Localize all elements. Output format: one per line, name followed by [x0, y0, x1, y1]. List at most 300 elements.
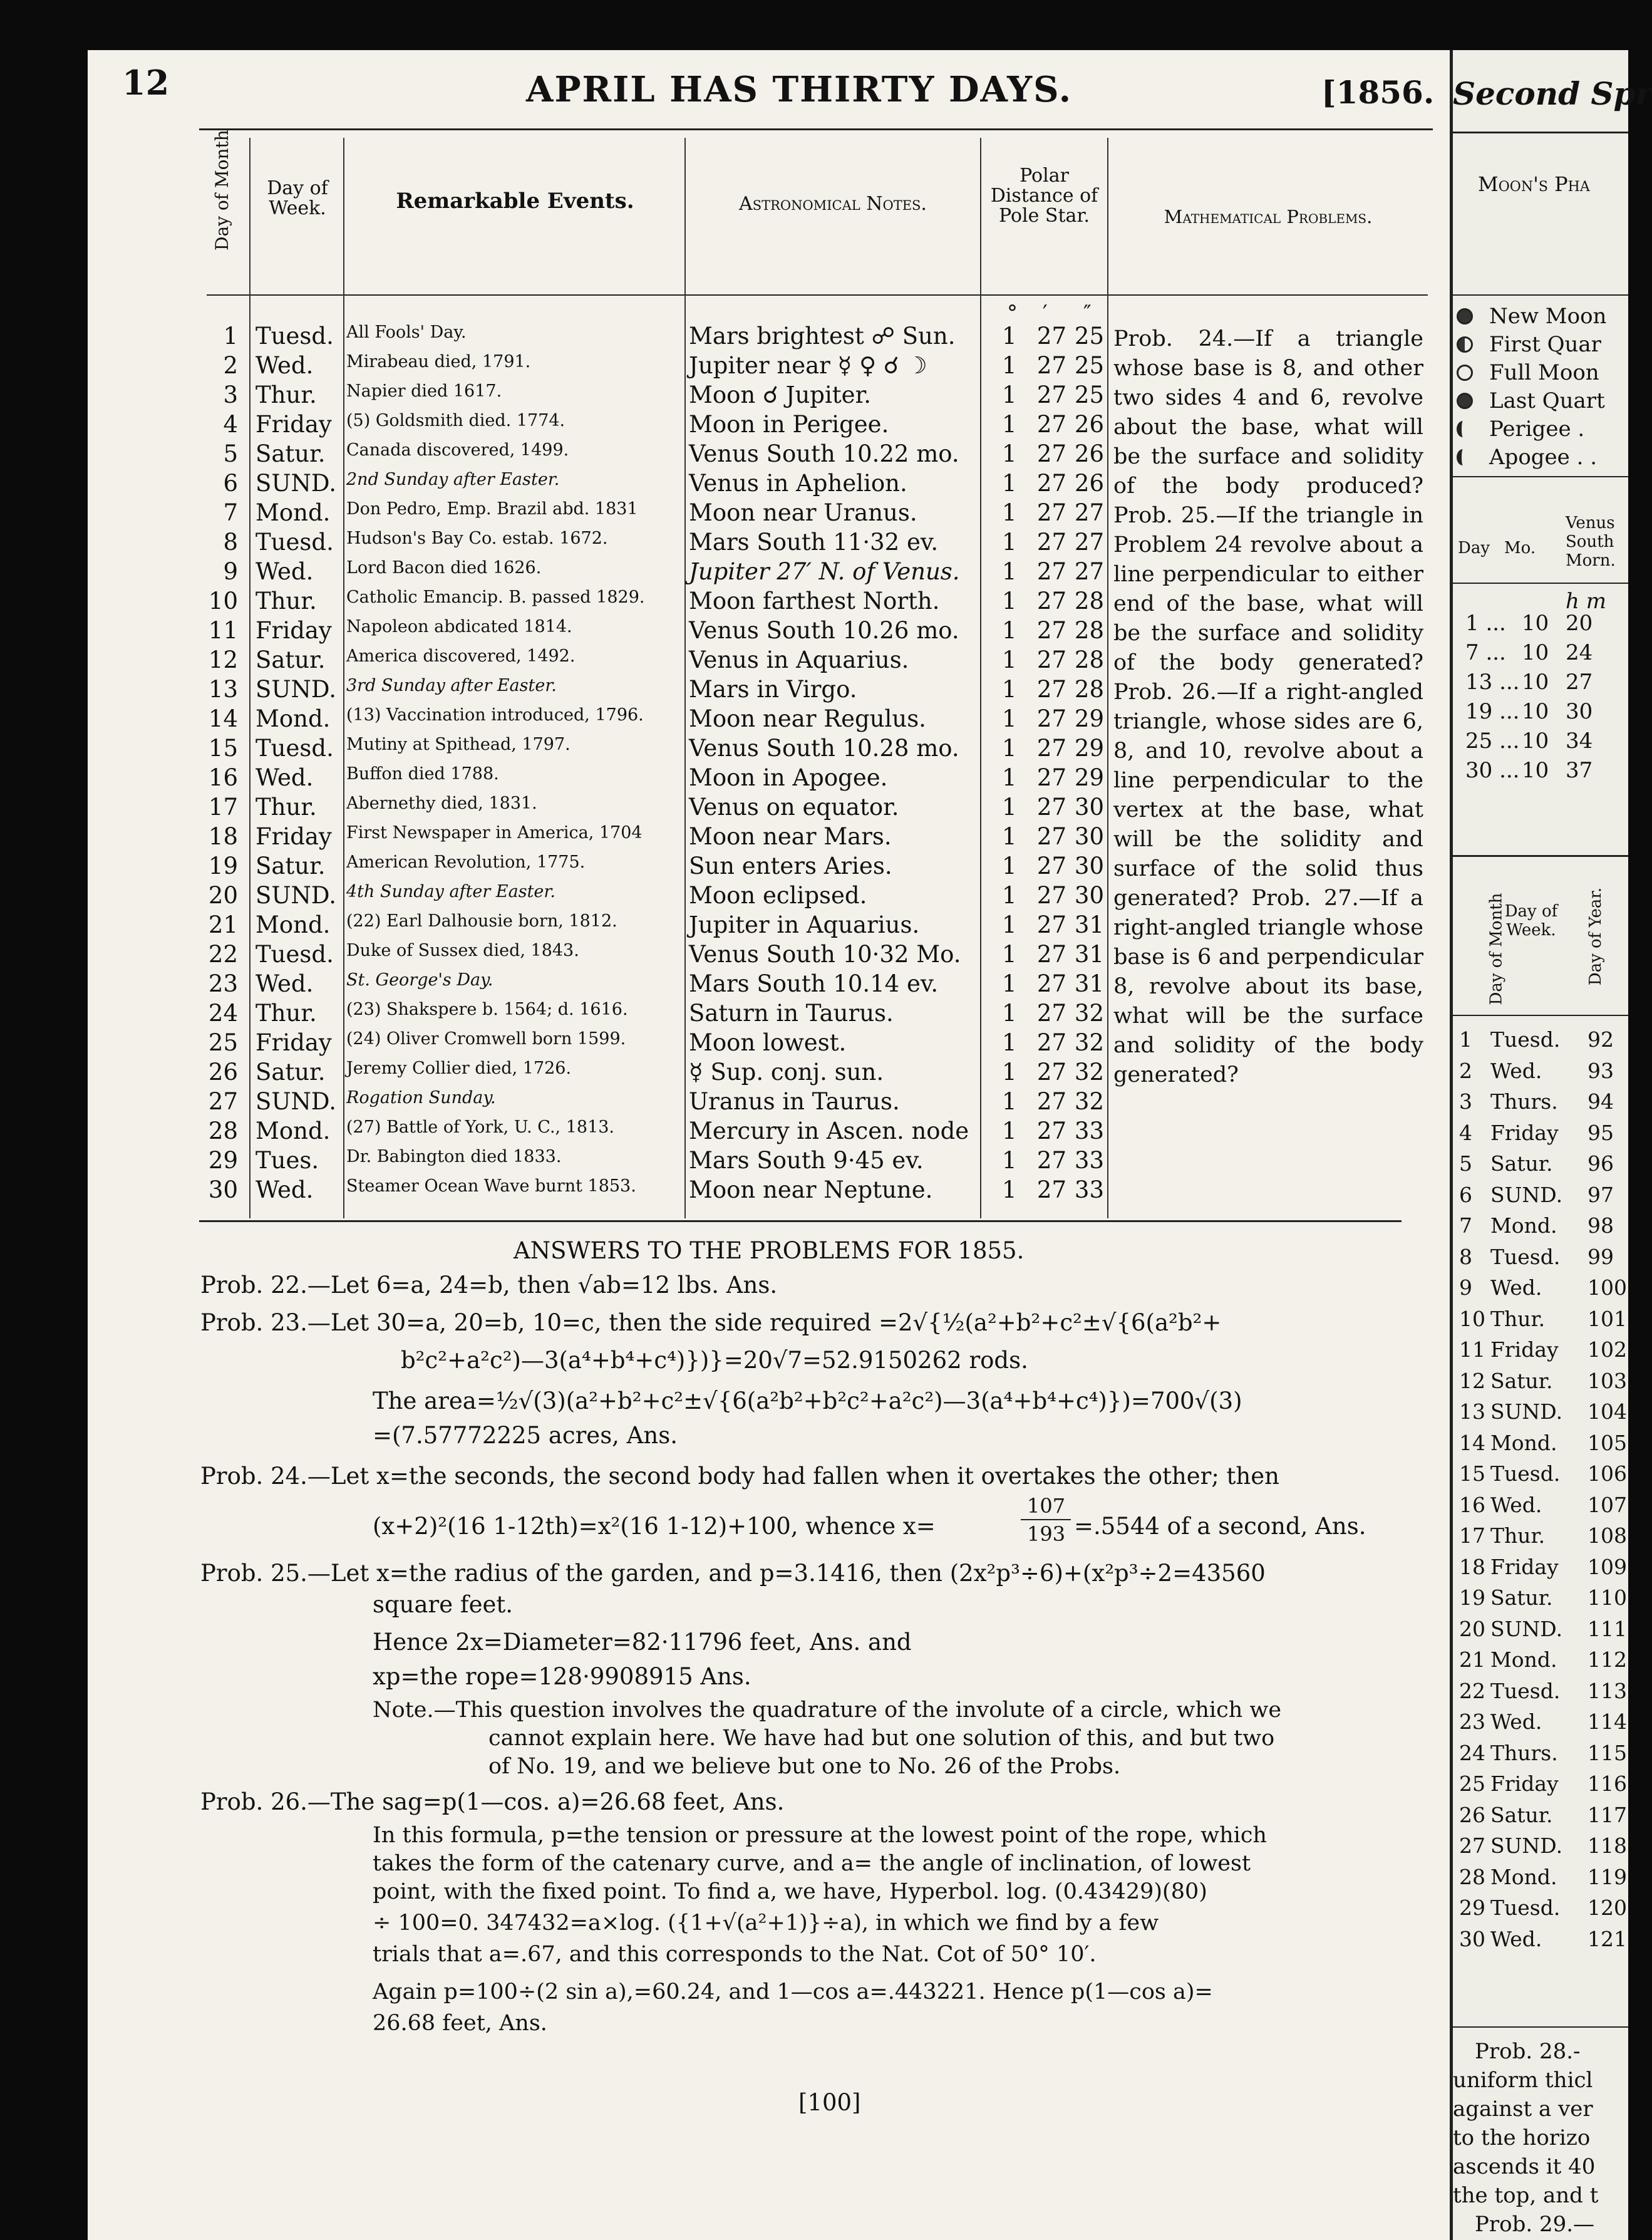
cell-polar-minutes: 27 — [1036, 1059, 1066, 1086]
right-cell-day-of-year: 114 — [1587, 1709, 1627, 1734]
table-row — [0, 323, 1127, 352]
cell-event: Napoleon abdicated 1814. — [346, 617, 572, 636]
cell-day-of-month: 12 — [208, 646, 238, 673]
venus-cell-minute: 30 — [1566, 699, 1593, 724]
cell-polar-minutes: 27 — [1036, 1000, 1066, 1027]
cell-day-of-week: Mond. — [256, 911, 331, 938]
right-rule — [1453, 1015, 1628, 1016]
cell-astronomical-note: Moon lowest. — [689, 1029, 847, 1056]
cell-astronomical-note: Moon near Uranus. — [689, 499, 917, 526]
cell-polar-seconds: 32 — [1074, 1088, 1104, 1115]
mathematical-problems-text: Prob. 24.—If a triangle whose base is 8, and other two sides 4 and 6, revolve about the base, what will be the surface and solidity of the body produced? Prob. 25.—If the triangle in Problem 24 revolve about a line perpendicular to either end of the base, what will be the surface and solidity of the body generated? Prob. 26.—If a right-angled triangle, whose sides are 6, 8, and 10, revolve about a line perpendicular to the vertex at the base, what will be the solidity and surface of the solid thus generated? Prob. 27.—If a right-angled triangle whose base is 6 and perpendicular 8, revolve about its base, what will be the surface and solidity of the body generated? — [1113, 326, 1423, 1087]
cell-day-of-week: SUND. — [256, 470, 337, 497]
right-cell-day-of-month: 22 — [1459, 1678, 1485, 1703]
right-rule — [1453, 476, 1628, 477]
cell-day-of-month: 29 — [208, 1147, 238, 1174]
cell-day-of-month: 30 — [208, 1176, 238, 1203]
cell-day-of-week: Satur. — [256, 1059, 326, 1086]
table-header-rule — [207, 294, 1428, 296]
right-cell-day-of-week: Tuesd. — [1490, 1461, 1561, 1486]
venus-cell-hour: 10 — [1522, 640, 1549, 665]
cell-astronomical-note: Moon in Perigee. — [689, 411, 889, 438]
cell-day-of-week: Thur. — [256, 588, 317, 614]
cell-day-of-week: Tuesd. — [256, 735, 334, 762]
cell-day-of-week: SUND. — [256, 676, 337, 703]
cell-polar-minutes: 27 — [1036, 323, 1066, 350]
cell-astronomical-note: Moon near Regulus. — [689, 705, 926, 732]
cell-polar-minutes: 27 — [1036, 1147, 1066, 1174]
answer-note: of No. 19, and we believe but one to No. 26 of the Probs. — [488, 1754, 1121, 1779]
right-page-title: Second Spr — [1453, 75, 1652, 112]
crescent-icon — [1457, 449, 1469, 465]
cell-astronomical-note: Venus South 10.22 mo. — [689, 440, 959, 467]
right-bottom-line: Prob. 28.- — [1475, 2039, 1581, 2064]
answer-line: takes the form of the catenary curve, and a= the angle of inclination, of lowest — [373, 1851, 1251, 1876]
right-cell-day-of-week: Satur. — [1490, 1151, 1553, 1176]
cell-event: (5) Goldsmith died. 1774. — [346, 411, 565, 430]
right-rule — [1453, 855, 1628, 857]
right-cell-day-of-month: 11 — [1459, 1337, 1485, 1362]
right-bottom-line: ascends it 40 — [1453, 2154, 1596, 2179]
cell-event: Lord Bacon died 1626. — [346, 558, 542, 578]
cell-polar-seconds: 28 — [1074, 676, 1104, 703]
right-cell-day-of-year: 106 — [1587, 1461, 1627, 1486]
right-cell-day-of-week: Thur. — [1490, 1523, 1546, 1548]
table-row — [0, 470, 1127, 499]
table-row — [0, 794, 1127, 823]
cell-day-of-week: Wed. — [256, 970, 314, 997]
cell-polar-minutes: 27 — [1036, 970, 1066, 997]
cell-day-of-week: Mond. — [256, 1117, 331, 1144]
cell-polar-minutes: 27 — [1036, 1117, 1066, 1144]
cell-astronomical-note: Moon in Apogee. — [689, 764, 888, 791]
answer-line: Hence 2x=Diameter=82·11796 feet, Ans. and — [373, 1629, 912, 1656]
cell-polar-minutes: 27 — [1036, 381, 1066, 408]
venus-cell-day: 1 ... — [1465, 611, 1506, 636]
cell-day-of-week: Wed. — [256, 764, 314, 791]
moon-phase-item: Full Moon — [1489, 360, 1599, 385]
right-cell-day-of-year: 105 — [1587, 1430, 1627, 1455]
full-moon-icon — [1457, 365, 1473, 381]
right-cell-day-of-year: 108 — [1587, 1523, 1627, 1548]
right-cell-day-of-week: SUND. — [1490, 1182, 1563, 1207]
page-title: APRIL HAS THIRTY DAYS. — [526, 69, 1073, 110]
table-row — [0, 588, 1127, 617]
venus-cell-day: 19 ... — [1465, 699, 1520, 724]
cell-polar-seconds: 30 — [1074, 794, 1104, 821]
cell-day-of-week: Satur. — [256, 646, 326, 673]
right-header-day-of-month: Day of Month — [1487, 893, 1506, 1005]
venus-cell-hour: 10 — [1522, 670, 1549, 695]
cell-polar-degrees: 1 — [1002, 411, 1017, 438]
cell-polar-minutes: 27 — [1036, 853, 1066, 879]
venus-unit: h m — [1566, 589, 1606, 614]
cell-astronomical-note: Venus on equator. — [689, 794, 899, 821]
header-polar-distance: Polar Distance of Pole Star. — [990, 165, 1098, 227]
cell-polar-degrees: 1 — [1002, 882, 1017, 909]
cell-polar-minutes: 27 — [1036, 617, 1066, 644]
cell-astronomical-note: Venus South 10·32 Mo. — [689, 941, 961, 968]
cell-polar-degrees: 1 — [1002, 764, 1017, 791]
answer-note: cannot explain here. We have had but one solution of this, and but two — [488, 1726, 1275, 1751]
cell-polar-seconds: 28 — [1074, 617, 1104, 644]
cell-polar-minutes: 27 — [1036, 529, 1066, 556]
venus-cell-hour: 10 — [1522, 611, 1549, 636]
venus-cell-hour: 10 — [1522, 729, 1549, 754]
cell-event: (22) Earl Dalhousie born, 1812. — [346, 911, 617, 931]
right-cell-day-of-week: Friday — [1490, 1771, 1559, 1796]
table-row — [0, 735, 1127, 764]
cell-event: 4th Sunday after Easter. — [346, 882, 555, 901]
cell-day-of-month: 4 — [223, 411, 238, 438]
right-cell-day-of-year: 116 — [1587, 1771, 1627, 1796]
right-cell-day-of-year: 95 — [1587, 1120, 1614, 1145]
right-cell-day-of-month: 14 — [1459, 1430, 1485, 1455]
cell-polar-minutes: 27 — [1036, 470, 1066, 497]
header-astronomical-notes: Astronomical Notes. — [739, 193, 927, 215]
venus-cell-minute: 34 — [1566, 729, 1593, 754]
cell-polar-degrees: 1 — [1002, 1117, 1017, 1144]
cell-day-of-week: Thur. — [256, 1000, 317, 1027]
moon-phase-item: New Moon — [1489, 304, 1607, 329]
cell-polar-minutes: 27 — [1036, 676, 1066, 703]
cell-polar-seconds: 25 — [1074, 323, 1104, 350]
cell-event: Buffon died 1788. — [346, 764, 499, 784]
cell-event: Dr. Babington died 1833. — [346, 1147, 562, 1166]
cell-day-of-week: Wed. — [256, 352, 314, 379]
cell-day-of-month: 27 — [208, 1088, 238, 1115]
right-bottom-line: uniform thicl — [1453, 2068, 1593, 2093]
cell-astronomical-note: Jupiter near ☿ ♀ ☌ ☽ — [689, 352, 927, 379]
right-cell-day-of-month: 7 — [1459, 1213, 1472, 1238]
cell-event: 2nd Sunday after Easter. — [346, 470, 560, 489]
right-cell-day-of-week: Thurs. — [1490, 1089, 1558, 1114]
cell-polar-seconds: 30 — [1074, 882, 1104, 909]
cell-day-of-month: 7 — [223, 499, 238, 526]
right-cell-day-of-month: 10 — [1459, 1306, 1485, 1331]
cell-polar-seconds: 27 — [1074, 499, 1104, 526]
cell-polar-degrees: 1 — [1002, 705, 1017, 732]
right-cell-day-of-month: 23 — [1459, 1709, 1485, 1734]
cell-polar-degrees: 1 — [1002, 588, 1017, 614]
cell-polar-seconds: 33 — [1074, 1117, 1104, 1144]
right-cell-day-of-week: Wed. — [1490, 1492, 1542, 1517]
right-cell-day-of-year: 112 — [1587, 1647, 1627, 1672]
cell-polar-seconds: 33 — [1074, 1147, 1104, 1174]
right-cell-day-of-year: 98 — [1587, 1213, 1614, 1238]
cell-polar-seconds: 26 — [1074, 440, 1104, 467]
cell-event: First Newspaper in America, 1704 — [346, 823, 643, 843]
cell-polar-seconds: 32 — [1074, 1029, 1104, 1056]
venus-header-day: Day — [1458, 539, 1490, 557]
cell-polar-degrees: 1 — [1002, 676, 1017, 703]
cell-polar-degrees: 1 — [1002, 470, 1017, 497]
cell-polar-degrees: 1 — [1002, 1147, 1017, 1174]
cell-polar-minutes: 27 — [1036, 411, 1066, 438]
right-cell-day-of-week: Wed. — [1490, 1709, 1542, 1734]
table-row — [0, 676, 1127, 705]
cell-day-of-week: Tues. — [256, 1147, 319, 1174]
cell-event: Duke of Sussex died, 1843. — [346, 941, 579, 960]
cell-event: Rogation Sunday. — [346, 1088, 496, 1107]
answer-line: The area=½√(3)(a²+b²+c²±√{6(a²b²+b²c²+a²c²)—3(a⁴+b⁴+c⁴)})=700√(3) — [373, 1387, 1242, 1414]
table-row — [0, 941, 1127, 970]
answer-line: Prob. 26.—The sag=p(1—cos. a)=26.68 feet, Ans. — [200, 1788, 785, 1815]
cell-polar-seconds: 27 — [1074, 558, 1104, 585]
cell-polar-seconds: 29 — [1074, 764, 1104, 791]
right-bottom-line: to the horizo — [1453, 2125, 1591, 2150]
unit-minutes: ′ — [1043, 301, 1048, 326]
cell-polar-degrees: 1 — [1002, 970, 1017, 997]
right-cell-day-of-week: Wed. — [1490, 1275, 1542, 1300]
cell-day-of-week: Satur. — [256, 853, 326, 879]
right-rule — [1453, 132, 1628, 133]
table-row — [0, 1088, 1127, 1117]
cell-astronomical-note: Sun enters Aries. — [689, 853, 892, 879]
answer-line: xp=the rope=128·9908915 Ans. — [373, 1663, 751, 1690]
cell-day-of-month: 26 — [208, 1059, 238, 1086]
right-cell-day-of-year: 101 — [1587, 1306, 1627, 1331]
venus-header-morn: Morn. — [1566, 551, 1616, 570]
right-cell-day-of-week: Satur. — [1490, 1585, 1553, 1610]
moon-phase-item: Perigee . — [1489, 417, 1585, 442]
right-cell-day-of-month: 16 — [1459, 1492, 1485, 1517]
right-header-day-of-week: Day of Week. — [1504, 902, 1558, 940]
cell-astronomical-note: Uranus in Taurus. — [689, 1088, 900, 1115]
cell-polar-minutes: 27 — [1036, 705, 1066, 732]
venus-cell-minute: 24 — [1566, 640, 1593, 665]
header-day-of-week: Day of Week. — [267, 177, 328, 219]
cell-event: (23) Shakspere b. 1564; d. 1616. — [346, 1000, 628, 1019]
answer-line: point, with the fixed point. To find a, we have, Hyperbol. log. (0.43429)(80) — [373, 1879, 1207, 1904]
table-row — [0, 617, 1127, 646]
fraction-bar — [1021, 1519, 1071, 1520]
right-cell-day-of-year: 121 — [1587, 1926, 1627, 1951]
cell-polar-seconds: 31 — [1074, 941, 1104, 968]
right-cell-day-of-week: SUND. — [1490, 1833, 1563, 1858]
right-cell-day-of-year: 111 — [1587, 1616, 1627, 1641]
cell-polar-minutes: 27 — [1036, 588, 1066, 614]
cell-astronomical-note: Moon near Mars. — [689, 823, 892, 850]
cell-event: Abernethy died, 1831. — [346, 794, 537, 813]
answer-note: Note.—This question involves the quadrature of the involute of a circle, which we — [373, 1698, 1282, 1723]
answer-line: (x+2)²(16 1-12th)=x²(16 1-12)+100, whence x= — [373, 1513, 936, 1540]
cell-astronomical-note: Venus South 10.26 mo. — [689, 617, 959, 644]
cell-polar-seconds: 30 — [1074, 853, 1104, 879]
answer-line: Again p=100÷(2 sin a),=60.24, and 1—cos a=.443221. Hence p(1—cos a)= — [373, 1979, 1213, 2004]
venus-cell-day: 13 ... — [1465, 670, 1520, 695]
right-cell-day-of-month: 8 — [1459, 1244, 1472, 1269]
right-cell-day-of-month: 13 — [1459, 1399, 1485, 1424]
venus-header-south: South — [1566, 532, 1614, 551]
right-header-day-of-year: Day of Year. — [1586, 887, 1606, 986]
cell-day-of-week: Thur. — [256, 381, 317, 408]
right-cell-day-of-year: 97 — [1587, 1182, 1614, 1207]
cell-polar-seconds: 30 — [1074, 823, 1104, 850]
cell-polar-degrees: 1 — [1002, 381, 1017, 408]
table-row — [0, 1059, 1127, 1088]
cell-day-of-month: 1 — [223, 323, 238, 350]
right-cell-day-of-year: 110 — [1587, 1585, 1627, 1610]
crescent-icon — [1457, 421, 1469, 437]
cell-day-of-month: 15 — [208, 735, 238, 762]
answer-line: b²c²+a²c²)—3(a⁴+b⁴+c⁴)})}=20√7=52.9150262 rods. — [401, 1347, 1028, 1374]
cell-polar-minutes: 27 — [1036, 941, 1066, 968]
venus-cell-day: 30 ... — [1465, 758, 1520, 783]
table-row — [0, 970, 1127, 1000]
cell-day-of-month: 16 — [208, 764, 238, 791]
unit-degrees: ° — [1007, 301, 1018, 326]
cell-polar-minutes: 27 — [1036, 823, 1066, 850]
cell-polar-seconds: 26 — [1074, 470, 1104, 497]
right-cell-day-of-week: Wed. — [1490, 1058, 1542, 1083]
cell-day-of-month: 8 — [223, 529, 238, 556]
cell-polar-degrees: 1 — [1002, 735, 1017, 762]
right-cell-day-of-week: Satur. — [1490, 1368, 1553, 1393]
cell-day-of-week: Friday — [256, 823, 332, 850]
cell-event: Jeremy Collier died, 1726. — [346, 1059, 572, 1078]
right-cell-day-of-month: 27 — [1459, 1833, 1485, 1858]
right-cell-day-of-year: 103 — [1587, 1368, 1627, 1393]
cell-polar-minutes: 27 — [1036, 499, 1066, 526]
table-row — [0, 1000, 1127, 1029]
cell-polar-seconds: 29 — [1074, 735, 1104, 762]
right-cell-day-of-week: Friday — [1490, 1554, 1559, 1579]
cell-event: Mutiny at Spithead, 1797. — [346, 735, 570, 754]
cell-day-of-week: SUND. — [256, 882, 337, 909]
cell-astronomical-note: Venus in Aphelion. — [689, 470, 907, 497]
page-number: 12 — [122, 63, 170, 103]
right-cell-day-of-month: 9 — [1459, 1275, 1472, 1300]
cell-day-of-week: SUND. — [256, 1088, 337, 1115]
cell-polar-seconds: 29 — [1074, 705, 1104, 732]
cell-polar-minutes: 27 — [1036, 764, 1066, 791]
table-row — [0, 1176, 1127, 1206]
table-row — [0, 529, 1127, 558]
right-cell-day-of-week: Mond. — [1490, 1647, 1557, 1672]
right-cell-day-of-year: 96 — [1587, 1151, 1614, 1176]
cell-polar-seconds: 32 — [1074, 1059, 1104, 1086]
cell-polar-seconds: 31 — [1074, 970, 1104, 997]
header-remarkable-events: Remarkable Events. — [396, 189, 634, 214]
cell-day-of-month: 19 — [208, 853, 238, 879]
cell-day-of-month: 14 — [208, 705, 238, 732]
right-cell-day-of-week: Friday — [1490, 1337, 1559, 1362]
cell-day-of-week: Tuesd. — [256, 529, 334, 556]
cell-polar-seconds: 26 — [1074, 411, 1104, 438]
cell-polar-degrees: 1 — [1002, 1000, 1017, 1027]
table-top-rule — [199, 128, 1433, 130]
right-cell-day-of-week: Tuesd. — [1490, 1678, 1561, 1703]
venus-cell-minute: 20 — [1566, 611, 1593, 636]
cell-polar-degrees: 1 — [1002, 853, 1017, 879]
page-footer-number: [100] — [798, 2089, 861, 2116]
table-row — [0, 882, 1127, 911]
table-row — [0, 411, 1127, 440]
cell-polar-degrees: 1 — [1002, 558, 1017, 585]
cell-astronomical-note: Mars South 10.14 ev. — [689, 970, 939, 997]
table-row — [0, 911, 1127, 941]
cell-astronomical-note: Mars brightest ☍ Sun. — [689, 323, 956, 350]
cell-day-of-month: 28 — [208, 1117, 238, 1144]
right-cell-day-of-month: 5 — [1459, 1151, 1472, 1176]
right-cell-day-of-year: 93 — [1587, 1058, 1614, 1083]
cell-event: Canada discovered, 1499. — [346, 440, 569, 460]
cell-polar-seconds: 28 — [1074, 646, 1104, 673]
page-year: [1856. — [1321, 74, 1435, 111]
right-cell-day-of-year: 119 — [1587, 1864, 1627, 1889]
venus-cell-hour: 10 — [1522, 699, 1549, 724]
right-cell-day-of-month: 4 — [1459, 1120, 1472, 1145]
cell-event: Catholic Emancip. B. passed 1829. — [346, 588, 645, 607]
cell-polar-minutes: 27 — [1036, 1176, 1066, 1203]
venus-header-mo: Mo. — [1504, 539, 1536, 557]
cell-day-of-month: 20 — [208, 882, 238, 909]
right-cell-day-of-month: 26 — [1459, 1802, 1485, 1827]
answer-line: Prob. 22.—Let 6=a, 24=b, then √ab=12 lbs. Ans. — [200, 1272, 778, 1299]
cell-astronomical-note: Moon eclipsed. — [689, 882, 867, 909]
cell-day-of-month: 11 — [208, 617, 238, 644]
right-cell-day-of-year: 94 — [1587, 1089, 1614, 1114]
cell-polar-degrees: 1 — [1002, 529, 1017, 556]
cell-polar-degrees: 1 — [1002, 941, 1017, 968]
answers-title: ANSWERS TO THE PROBLEMS FOR 1855. — [514, 1237, 1025, 1264]
last-quarter-icon — [1457, 393, 1473, 409]
right-cell-day-of-week: Wed. — [1490, 1926, 1542, 1951]
cell-polar-degrees: 1 — [1002, 352, 1017, 379]
cell-day-of-week: Friday — [256, 617, 332, 644]
header-mathematical-problems: Mathematical Problems. — [1164, 206, 1373, 227]
cell-event: American Revolution, 1775. — [346, 853, 586, 872]
right-cell-day-of-year: 92 — [1587, 1027, 1614, 1052]
right-cell-day-of-month: 6 — [1459, 1182, 1472, 1207]
cell-polar-seconds: 27 — [1074, 529, 1104, 556]
cell-polar-seconds: 33 — [1074, 1176, 1104, 1203]
right-cell-day-of-year: 107 — [1587, 1492, 1627, 1517]
right-bottom-line: the top, and t — [1453, 2183, 1599, 2208]
moon-phase-item: Last Quart — [1489, 388, 1605, 413]
header-day-of-month — [212, 200, 237, 251]
cell-event: (24) Oliver Cromwell born 1599. — [346, 1029, 626, 1049]
cell-astronomical-note: Venus in Aquarius. — [689, 646, 909, 673]
venus-cell-minute: 27 — [1566, 670, 1593, 695]
right-cell-day-of-week: Thurs. — [1490, 1740, 1558, 1765]
cell-astronomical-note: Venus South 10.28 mo. — [689, 735, 959, 762]
right-cell-day-of-year: 115 — [1587, 1740, 1627, 1765]
right-cell-day-of-year: 99 — [1587, 1244, 1614, 1269]
cell-polar-minutes: 27 — [1036, 794, 1066, 821]
cell-day-of-month: 5 — [223, 440, 238, 467]
cell-polar-degrees: 1 — [1002, 823, 1017, 850]
cell-polar-minutes: 27 — [1036, 440, 1066, 467]
table-row — [0, 764, 1127, 794]
right-cell-day-of-week: Tuesd. — [1490, 1895, 1561, 1920]
right-cell-day-of-week: Mond. — [1490, 1213, 1557, 1238]
unit-seconds: ″ — [1083, 301, 1092, 326]
answer-line: =.5544 of a second, Ans. — [1074, 1513, 1366, 1540]
moon-phase-item: First Quar — [1489, 332, 1601, 357]
cell-event: Don Pedro, Emp. Brazil abd. 1831 — [346, 499, 638, 519]
right-cell-day-of-month: 17 — [1459, 1523, 1485, 1548]
cell-polar-minutes: 27 — [1036, 558, 1066, 585]
cell-day-of-month: 9 — [223, 558, 238, 585]
venus-cell-minute: 37 — [1566, 758, 1593, 783]
cell-event: Mirabeau died, 1791. — [346, 352, 531, 371]
answer-line: 26.68 feet, Ans. — [373, 2011, 547, 2036]
right-cell-day-of-week: Mond. — [1490, 1864, 1557, 1889]
right-cell-day-of-year: 113 — [1587, 1678, 1627, 1703]
cell-polar-seconds: 31 — [1074, 911, 1104, 938]
